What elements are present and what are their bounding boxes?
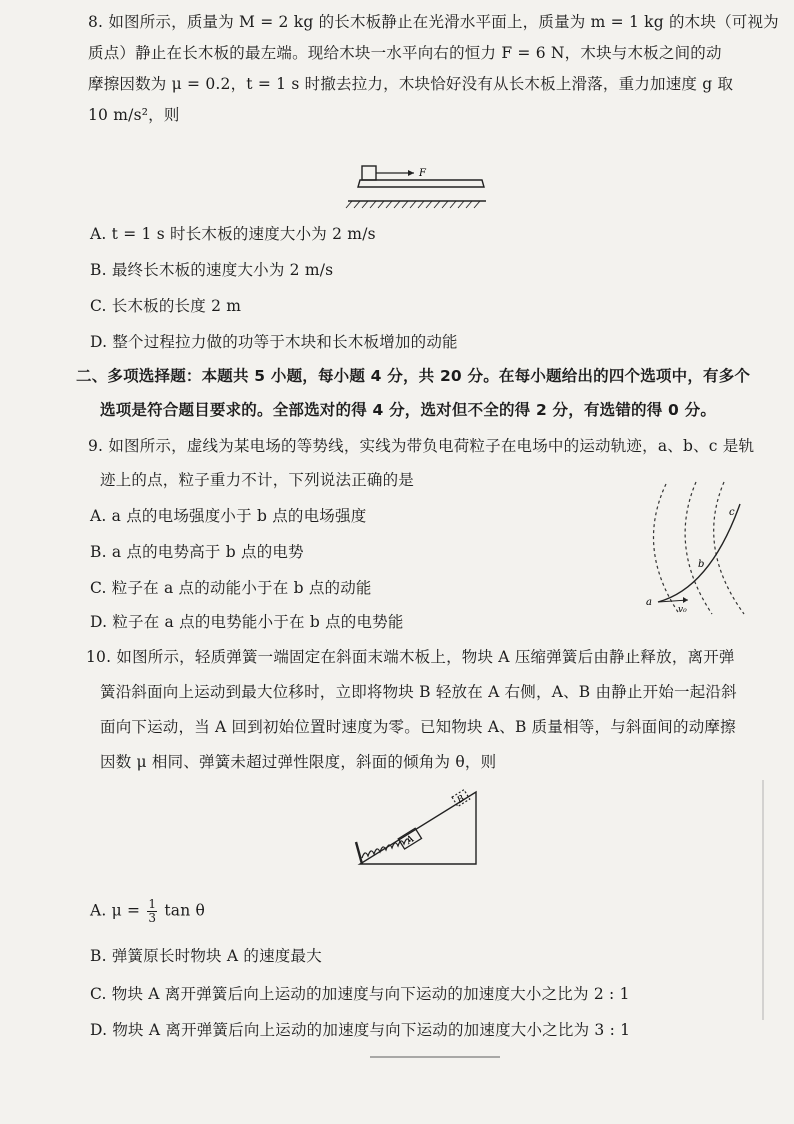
q8-option-d: D. 整个过程拉力做的功等于木块和长木板增加的动能 [90,333,458,351]
q10-stem-line-4: 因数 μ 相同、弹簧未超过弹性限度，斜面的倾角为 θ，则 [100,753,497,771]
q9-stem-line-1: 9. 如图所示，虚线为某电场的等势线，实线为带负电荷粒子在电场中的运动轨迹，a、b、c 是轨 [88,437,755,455]
q10-option-c: C. 物块 A 离开弹簧后向上运动的加速度与向下运动的加速度大小之比为 2 : 1 [90,985,630,1003]
q9-stem-line-2: 迹上的点，粒子重力不计，下列说法正确的是 [100,471,415,489]
section-2-heading-line-1: 二、多项选择题：本题共 5 小题，每小题 4 分，共 20 分。在每小题给出的四个选项中，有多个 [76,367,751,385]
fraction-one-third [147,898,157,925]
v0-label: v₀ [678,605,687,615]
q10-stem-line-1: 10. 如图所示，轻质弹簧一端固定在斜面末端木板上，物块 A 压缩弹簧后由静止释放，离开弹 [86,648,735,666]
equipotential-line-2 [685,482,712,614]
q10-option-a-prefix: A. μ = [90,901,141,920]
q8-option-c: C. 长木板的长度 2 m [90,297,242,315]
q9-option-a: A. a 点的电场强度小于 b 点的电场强度 [90,507,367,525]
equipotential-line-3 [714,482,744,614]
q8-option-a: A. t = 1 s 时长木板的速度大小为 2 m/s [90,225,376,243]
ground-hatching [346,201,480,208]
block-b-label: B [455,793,467,806]
fraction-numerator: 1 [148,897,157,911]
page-footer-mark [370,1056,500,1062]
force-label: F [419,168,426,179]
q8-plank-block-figure [340,160,490,212]
point-a-label: a [646,597,652,608]
q8-stem-line-1: 8. 如图所示，质量为 M = 2 kg 的长木板静止在光滑水平面上，质量为 m = 1 kg 的木块（可视为 [88,13,779,31]
block-a [398,828,422,850]
fraction-denominator: 3 [148,911,157,925]
q10-stem-line-2: 簧沿斜面向上运动到最大位移时，立即将物块 B 轻放在 A 右侧，A、B 由静止开始一起沿斜 [100,683,737,701]
q8-stem-line-3: 摩擦因数为 μ = 0.2，t = 1 s 时撤去拉力，木块恰好没有从长木板上滑落，重力加速度 g 取 [88,75,734,93]
q8-stem-line-4: 10 m/s²，则 [88,106,180,124]
equipotential-line-1 [654,484,679,612]
plank-shape [358,180,484,187]
q10-stem-line-3: 面向下运动，当 A 回到初始位置时速度为零。已知物块 A、B 质量相等，与斜面间的动摩擦 [100,718,736,736]
spring-coil [362,839,410,858]
block-shape [362,166,376,180]
q8-option-b: B. 最终长木板的速度大小为 2 m/s [90,261,334,279]
q10-incline-figure [350,786,480,866]
q10-option-d: D. 物块 A 离开弹簧后向上运动的加速度与向下运动的加速度大小之比为 3 : 1 [90,1021,631,1039]
q9-field-figure [640,478,750,618]
section-2-heading-line-2: 选项是符合题目要求的。全部选对的得 4 分，选对但不全的得 2 分，有选错的得 0 分。 [100,401,717,419]
point-c-label: c [729,507,735,518]
q10-option-a-suffix: tan θ [164,901,206,920]
q8-stem-line-2: 质点）静止在长木板的最左端。现给木块一水平向右的恒力 F = 6 N，木块与木板之间的动 [88,44,722,62]
q9-option-d: D. 粒子在 a 点的电势能小于在 b 点的电势能 [90,613,404,631]
q10-option-a [90,898,205,925]
point-b-label: b [698,559,705,570]
scan-edge-mark [762,780,764,1020]
end-board [356,842,362,864]
q9-option-c: C. 粒子在 a 点的动能小于在 b 点的动能 [90,579,372,597]
q9-option-b: B. a 点的电势高于 b 点的电势 [90,543,304,561]
q10-option-b: B. 弹簧原长时物块 A 的速度最大 [90,947,322,965]
block-a-label: A [404,833,417,847]
